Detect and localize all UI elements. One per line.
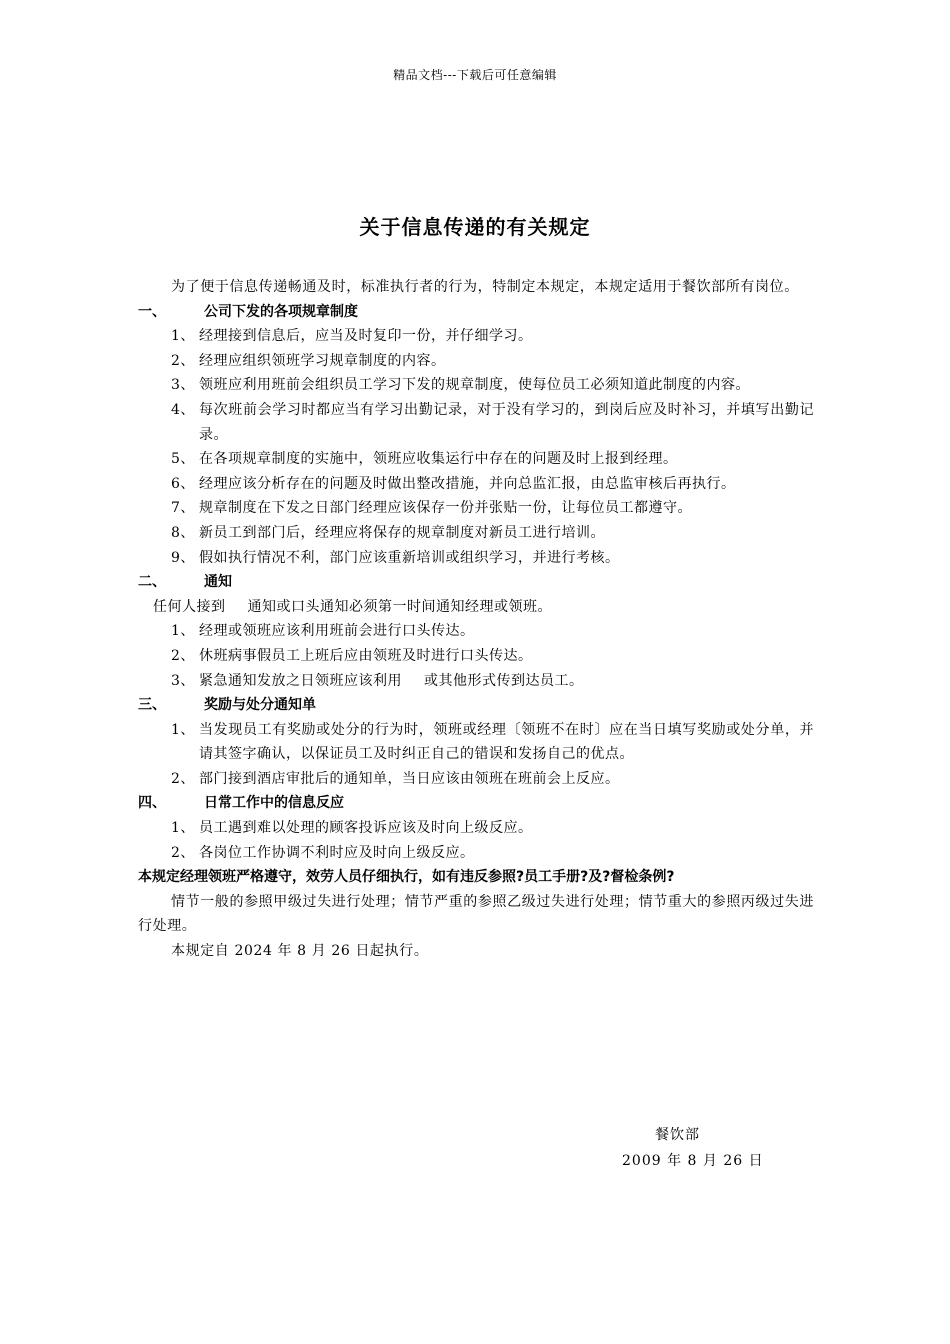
item-text: 经理或领班应该利用班前会进行口头传达。 bbox=[199, 623, 475, 640]
signature-department: 餐饮部 bbox=[655, 1127, 700, 1143]
list-item bbox=[171, 546, 814, 571]
list-item bbox=[171, 841, 814, 866]
item-index: 1、 bbox=[171, 820, 195, 837]
item-index: 2、 bbox=[171, 770, 195, 787]
item-index: 1、 bbox=[171, 623, 195, 640]
effective-date-line: 本规定自 2024 年 8 月 26 日起执行。 bbox=[171, 943, 429, 960]
section-heading-4 bbox=[138, 791, 814, 816]
item-text: 领班应利用班前会组织员工学习下发的规章制度，使每位员工必须知道此制度的内容。 bbox=[199, 377, 750, 394]
item-index: 1、 bbox=[171, 328, 195, 345]
item-text: 经理接到信息后，应当及时复印一份，并仔细学习。 bbox=[199, 328, 533, 345]
item-index: 4、 bbox=[171, 401, 195, 418]
item-text: 规章制度在下发之日部门经理应该保存一份并张贴一份，让每位员工都遵守。 bbox=[199, 500, 692, 517]
item-text: 休班病事假员工上班后应由领班及时进行口头传达。 bbox=[199, 647, 533, 664]
notice-lead-line bbox=[153, 595, 814, 620]
item-index: 3、 bbox=[171, 377, 195, 394]
item-text: 新员工到部门后，经理应将保存的规章制度对新员工进行培训。 bbox=[199, 524, 605, 541]
item-index: 7、 bbox=[171, 500, 195, 517]
item-text bbox=[199, 669, 814, 694]
list-item bbox=[171, 644, 814, 669]
item-index: 2、 bbox=[171, 647, 195, 664]
item-text: 员工遇到难以处理的顾客投诉应该及时向上级反应。 bbox=[199, 820, 533, 837]
section-heading-1 bbox=[138, 300, 814, 325]
list-item bbox=[171, 472, 814, 497]
item-text: 每次班前会学习时都应当有学习出勤记录，对于没有学习的，到岗后应及时补习，并填写出勤记录。 bbox=[199, 401, 814, 443]
item-text: 假如执行情况不利，部门应该重新培训或组织学习，并进行考核。 bbox=[199, 549, 620, 566]
item-index: 3、 bbox=[171, 672, 195, 689]
section-title: 奖励与处分通知单 bbox=[204, 697, 316, 714]
notice-lead-part-b: 通知或口头通知必须第一时间通知经理或领班。 bbox=[247, 598, 552, 615]
item-index: 2、 bbox=[171, 844, 195, 861]
section-title: 通知 bbox=[204, 574, 232, 591]
list-item bbox=[171, 669, 814, 694]
list-item bbox=[171, 816, 814, 841]
closing-bold-line: 本规定经理领班严格遵守，效劳人员仔细执行，如有违反参照?员工手册?及?督检条例? bbox=[138, 869, 675, 886]
list-item bbox=[171, 447, 814, 472]
list-item bbox=[171, 496, 814, 521]
section-title: 日常工作中的信息反应 bbox=[204, 795, 344, 812]
section-heading-3 bbox=[138, 693, 814, 718]
item-index: 6、 bbox=[171, 475, 195, 492]
document-body bbox=[138, 275, 814, 964]
section-title: 公司下发的各项规章制度 bbox=[204, 303, 358, 320]
intro-paragraph: 为了便于信息传递畅通及时，标准执行者的行为，特制定本规定，本规定适用于餐饮部所有岗位。 bbox=[171, 279, 799, 295]
section-number: 一、 bbox=[138, 303, 166, 320]
item-text-part-b: 或其他形式传到达员工。 bbox=[424, 672, 584, 689]
item-text: 经理应该分析存在的问题及时做出整改措施，并向总监汇报，由总监审核后再执行。 bbox=[199, 475, 736, 492]
list-item bbox=[171, 619, 814, 644]
section-number: 三、 bbox=[138, 697, 166, 714]
item-index: 5、 bbox=[171, 451, 195, 468]
notice-lead-part-a: 任何人接到 bbox=[153, 598, 226, 615]
list-item bbox=[171, 373, 814, 398]
list-item bbox=[171, 521, 814, 546]
signature-date: 2009 年 8 月 26 日 bbox=[622, 1153, 764, 1169]
item-text: 经理应组织领班学习规章制度的内容。 bbox=[199, 352, 446, 369]
item-index: 1、 bbox=[171, 721, 195, 738]
section-heading-2 bbox=[138, 570, 814, 595]
list-item bbox=[171, 767, 814, 792]
item-index: 9、 bbox=[171, 549, 195, 566]
item-index: 8、 bbox=[171, 524, 195, 541]
item-text: 部门接到酒店审批后的通知单，当日应该由领班在班前会上反应。 bbox=[199, 770, 620, 787]
section-number: 二、 bbox=[138, 574, 166, 591]
item-text: 当发现员工有奖励或处分的行为时，领班或经理〔领班不在时〕应在当日填写奖励或处分单，并请其签字确认，以保证员工及时纠正自己的错误和发扬自己的优点。 bbox=[199, 721, 814, 763]
item-text-part-a: 紧急通知发放之日领班应该利用 bbox=[199, 672, 402, 689]
list-item bbox=[171, 349, 814, 374]
section-number: 四、 bbox=[138, 795, 166, 812]
list-item bbox=[171, 324, 814, 349]
item-index: 2、 bbox=[171, 352, 195, 369]
list-item bbox=[171, 718, 814, 767]
item-text: 各岗位工作协调不利时应及时向上级反应。 bbox=[199, 844, 475, 861]
header-note: 精品文档---下载后可任意编辑 bbox=[393, 68, 557, 82]
closing-paragraph: 情节一般的参照甲级过失进行处理；情节严重的参照乙级过失进行处理；情节重大的参照丙级过失进行处理。 bbox=[138, 893, 814, 935]
item-text: 在各项规章制度的实施中，领班应收集运行中存在的问题及时上报到经理。 bbox=[199, 451, 678, 468]
document-title: 关于信息传递的有关规定 bbox=[359, 215, 591, 239]
list-item bbox=[171, 398, 814, 447]
